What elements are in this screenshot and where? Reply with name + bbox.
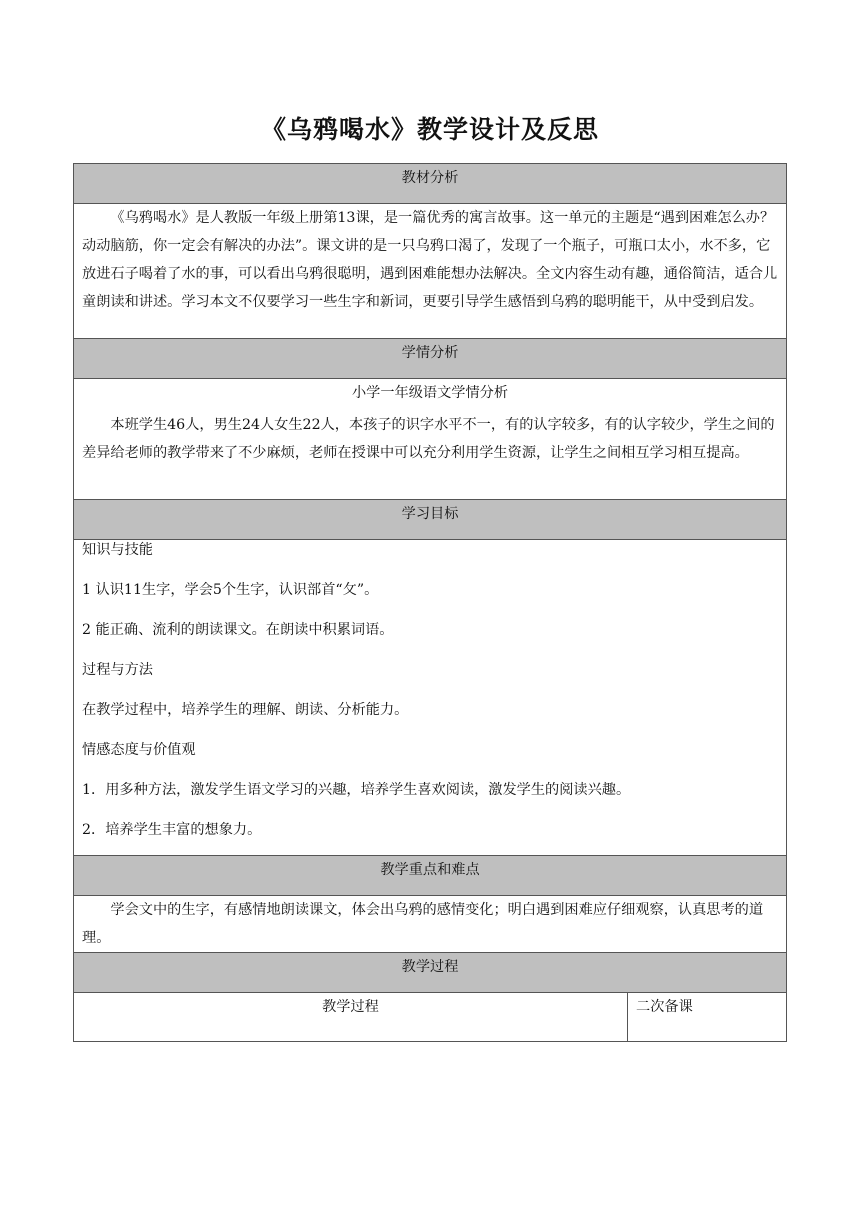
key-points-cell	[74, 896, 787, 953]
goals-category-attitude: 情感态度与价值观	[82, 742, 196, 758]
goals-item: 在教学过程中，培养学生的理解、朗读、分析能力。	[82, 702, 409, 718]
goals-item: 2．培养学生丰富的想象力。	[82, 822, 262, 838]
lesson-plan-table	[73, 163, 787, 1042]
process-column-header: 教学过程	[74, 993, 628, 1042]
section-heading-learners: 学情分析	[74, 339, 787, 379]
learner-analysis-subtitle: 小学一年级语文学情分析	[351, 385, 509, 401]
learner-analysis-cell	[74, 379, 787, 500]
learner-analysis-text: 本班学生46人，男生24人女生22人，本孩子的识字水平不一，有的认字较多，有的认字较少，学生之间的差异给老师的教学带来了不少麻烦，老师在授课中可以充分利用学生资源，让学生之间相互学习相互提高。	[82, 417, 775, 461]
document-title: 《乌鸦喝水》教学设计及反思	[260, 115, 599, 144]
second-prep-column-header: 二次备课	[628, 993, 787, 1042]
goals-item: 2 能正确、流利的朗读课文。在朗读中积累词语。	[82, 622, 394, 638]
goals-category-process: 过程与方法	[82, 662, 153, 678]
goals-category-knowledge: 知识与技能	[82, 542, 153, 558]
section-heading-process: 教学过程	[74, 953, 787, 993]
material-analysis-cell	[74, 204, 787, 339]
section-heading-material: 教材分析	[74, 164, 787, 204]
goals-item: 1．用多种方法，激发学生语文学习的兴趣，培养学生喜欢阅读，激发学生的阅读兴趣。	[82, 782, 631, 798]
goals-item: 1 认识11生字，学会5个生字，认识部首“攵”。	[82, 582, 379, 598]
key-points-text: 学会文中的生字，有感情地朗读课文，体会出乌鸦的感情变化；明白遇到困难应仔细观察，认真思考的道理。	[82, 902, 764, 946]
material-analysis-text: 《乌鸦喝水》是人教版一年级上册第13课，是一篇优秀的寓言故事。这一单元的主题是“遇到困难怎么办？动动脑筋，你一定会有解决的办法”。课文讲的是一只乌鸦口渴了，发现了一个瓶子，可瓶口太小，水不多，它放进石子喝着了水的事，可以看出乌鸦很聪明，遇到困难能想办法解决。全文内容生动有趣，通俗简洁，适合儿童朗读和讲述。学习本文不仅要学习一些生字和新词，更要引导学生感悟到乌鸦的聪明能干，从中受到启发。	[82, 210, 778, 310]
section-heading-key-points: 教学重点和难点	[74, 856, 787, 896]
learning-goals-cell	[74, 540, 787, 856]
section-heading-goals: 学习目标	[74, 500, 787, 540]
